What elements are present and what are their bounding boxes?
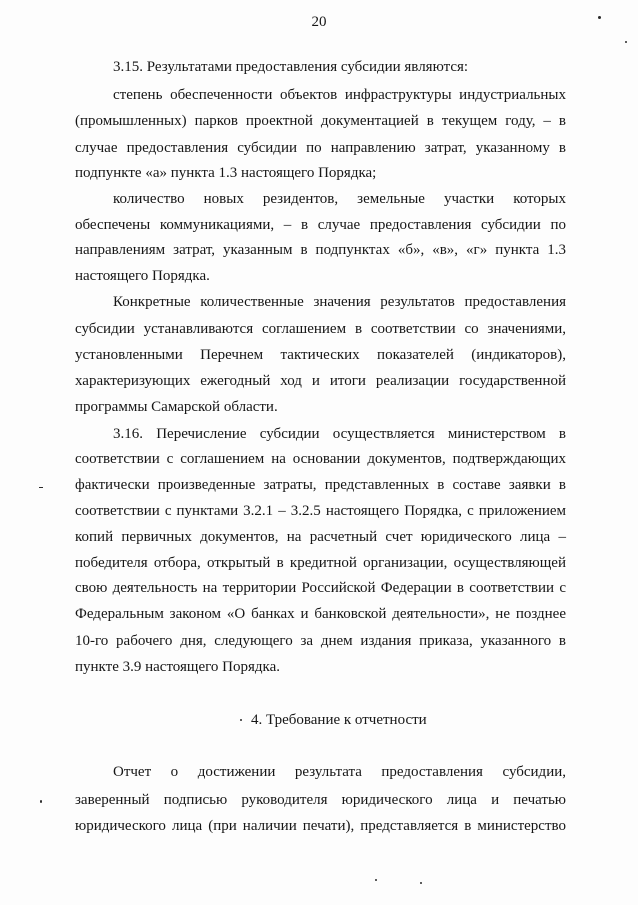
paragraph-line: обеспечены коммуникациями, – в случае предоставления субсидии по <box>75 217 566 233</box>
paragraph-line: случае предоставления субсидии по направлению затрат, указанному в <box>75 140 566 156</box>
paragraph-line: юридического лица (при наличии печати), представляется в министерство <box>75 818 566 834</box>
paragraph-line: настоящего Порядка. <box>75 268 210 284</box>
scan-speck <box>625 41 627 43</box>
paragraph-line: субсидии устанавливаются соглашением в соответствии со значениями, <box>75 321 566 337</box>
paragraph-line: программы Самарской области. <box>75 399 278 415</box>
paragraph-line: Конкретные количественные значения результатов предоставления <box>113 294 566 310</box>
scan-speck <box>375 879 377 881</box>
paragraph-line: копий первичных документов, на расчетный счет юридического лица – <box>75 529 566 545</box>
paragraph-line: фактически произведенные затраты, представленных в составе заявки в <box>75 477 566 493</box>
paragraph-line: подпункте «а» пункта 1.3 настоящего Порядка; <box>75 165 377 181</box>
paragraph-line: 3.16. Перечисление субсидии осуществляется министерством в <box>113 426 566 442</box>
scan-speck <box>420 882 422 884</box>
paragraph-line: 10-го рабочего дня, следующего за днем издания приказа, указанного в <box>75 633 566 649</box>
paragraph-line: свою деятельность на территории Российской Федерации в соответствии с <box>75 580 566 596</box>
paragraph-line: (промышленных) парков проектной документацией в текущем году, – в <box>75 113 566 129</box>
paragraph-line: количество новых резидентов, земельные участки которых <box>113 191 566 207</box>
paragraph-line: направлениям затрат, указанным в подпунктах «б», «в», «г» пункта 1.3 <box>75 242 566 258</box>
scan-speck <box>39 487 43 488</box>
scan-speck <box>40 800 42 803</box>
paragraph-line: пункте 3.9 настоящего Порядка. <box>75 659 280 675</box>
paragraph-line: заверенный подписью руководителя юридического лица и печатью <box>75 792 566 808</box>
paragraph-line: Федеральным законом «О банках и банковской деятельности», не позднее <box>75 606 566 622</box>
paragraph-line: степень обеспеченности объектов инфраструктуры индустриальных <box>113 87 566 103</box>
paragraph-line: соответствии с пунктами 3.2.1 – 3.2.5 настоящего Порядка, с приложением <box>75 503 566 519</box>
section-heading: 4. Требование к отчетности <box>251 712 427 728</box>
paragraph-line: 3.15. Результатами предоставления субсидии являются: <box>113 59 469 75</box>
paragraph-line: характеризующих ежегодный ход и итоги реализации государственной <box>75 373 566 389</box>
page-number: 20 <box>311 14 327 30</box>
scan-speck <box>240 719 242 721</box>
paragraph-line: соответствии с соглашением на основании документов, подтверждающих <box>75 451 566 467</box>
paragraph-line: Отчет о достижении результата предоставления субсидии, <box>113 764 566 780</box>
paragraph-line: установленными Перечнем тактических показателей (индикаторов), <box>75 347 566 363</box>
scan-speck <box>598 16 601 19</box>
paragraph-line: победителя отбора, открытый в кредитной организации, осуществляющей <box>75 555 566 571</box>
